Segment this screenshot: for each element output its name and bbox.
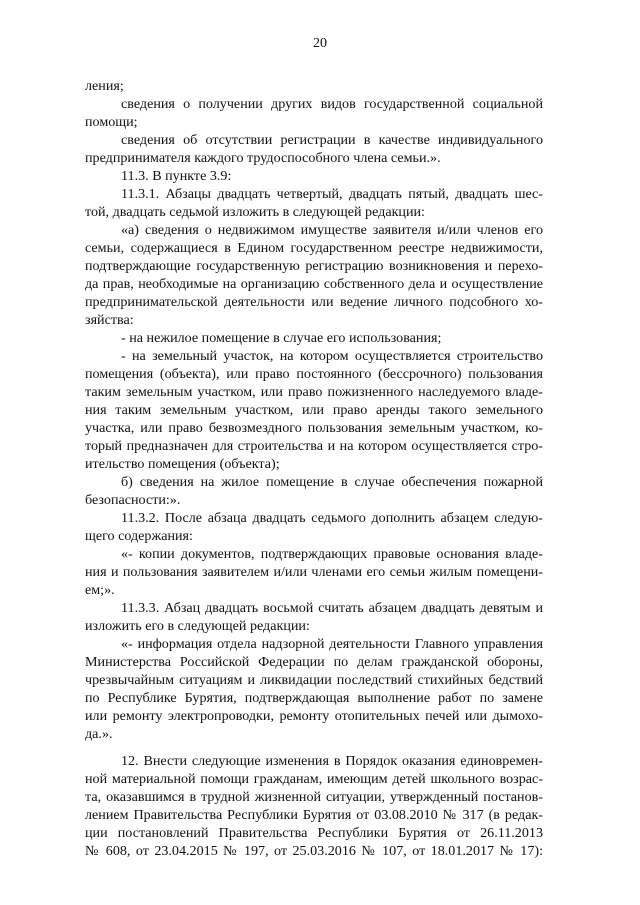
text-line: лением Правительства Республики Бурятия от 03.08.2010 № 317 (в редак-	[85, 807, 543, 823]
text-line: та, оказавшимся в трудной жизненной ситуации, утвержденный постанов-	[85, 789, 543, 805]
text-line: «а) сведения о недвижимом имуществе заявителя и/или членов его	[121, 222, 543, 238]
text-line: ной материальной помощи гражданам, имеющим детей школьного возрас-	[85, 771, 543, 787]
text-line: сведения о получении других видов государственной социальной	[121, 96, 543, 112]
text-line: да прав, необходимые на организацию собственного дела и осуществление	[85, 276, 543, 292]
text-line: «- копии документов, подтверждающих правовые основания владе-	[121, 546, 543, 562]
text-line: - на нежилое помещение в случае его использования;	[121, 330, 442, 346]
text-line: чрезвычайным ситуациям и ликвидации последствий стихийных бедствий	[85, 672, 543, 688]
text-line: торый предназначен для строительства и на котором осуществляется стро-	[85, 438, 543, 454]
text-line: помощи;	[85, 114, 138, 130]
text-line: Министерства Российской Федерации по делам гражданской обороны,	[85, 654, 543, 670]
text-line: семьи, содержащиеся в Едином государственном реестре недвижимости,	[85, 240, 543, 256]
text-line: участка, или право безвозмездного пользования земельным участком, ко-	[85, 420, 543, 436]
text-line: ительство помещения (объекта);	[85, 456, 280, 472]
text-line: предпринимательской деятельности или ведение личного подсобного хо-	[85, 294, 543, 310]
text-line: сведения об отсутствии регистрации в качестве индивидуального	[121, 132, 543, 148]
text-line: «- информация отдела надзорной деятельности Главного управления	[121, 636, 543, 652]
text-line: предпринимателя каждого трудоспособного члена семьи.».	[85, 150, 441, 166]
text-line: 11.3. В пункте 3.9:	[121, 168, 232, 184]
text-line: ния и пользования заявителем и/или членами его семьи жилым помещени-	[85, 564, 543, 580]
text-line: ции постановлений Правительства Республики Бурятия от 26.11.2013	[85, 825, 543, 841]
text-line: б) сведения на жилое помещение в случае обеспечения пожарной	[121, 474, 543, 490]
text-line: той, двадцать седьмой изложить в следующей редакции:	[85, 204, 425, 220]
text-line: да.».	[85, 726, 113, 742]
text-line: ления;	[85, 78, 124, 94]
text-line: 11.3.2. После абзаца двадцать седьмого дополнить абзацем следую-	[121, 510, 543, 526]
text-line: 12. Внести следующие изменения в Порядок оказания единовремен-	[121, 753, 543, 769]
text-line: 11.3.3. Абзац двадцать восьмой считать абзацем двадцать девятым и	[121, 600, 543, 616]
text-line: изложить его в следующей редакции:	[85, 618, 310, 634]
text-line: таким земельным участком, или право пожизненного наследуемого владе-	[85, 384, 543, 400]
text-line: безопасности:».	[85, 492, 181, 508]
text-line: № 608, от 23.04.2015 № 197, от 25.03.2016 № 107, от 18.01.2017 № 17):	[85, 843, 543, 859]
page-number: 20	[313, 36, 327, 51]
text-line: зяйства:	[85, 312, 134, 328]
text-line: ем;».	[85, 582, 115, 598]
text-line: - на земельный участок, на котором осуществляется строительство	[121, 348, 543, 364]
text-line: щего содержания:	[85, 528, 193, 544]
text-line: или ремонту электропроводки, ремонту отопительных печей или дымохо-	[85, 708, 543, 724]
text-line: подтверждающие государственную регистрацию возникновения и перехо-	[85, 258, 543, 274]
text-line: по Республике Бурятия, подтверждающая выполнение работ по замене	[85, 690, 543, 706]
text-line: 11.3.1. Абзацы двадцать четвертый, двадцать пятый, двадцать шес-	[121, 186, 543, 202]
text-line: ния таким земельным участком, или право аренды такого земельного	[85, 402, 543, 418]
text-line: помещения (объекта), или право постоянного (бессрочного) пользования	[85, 366, 543, 382]
